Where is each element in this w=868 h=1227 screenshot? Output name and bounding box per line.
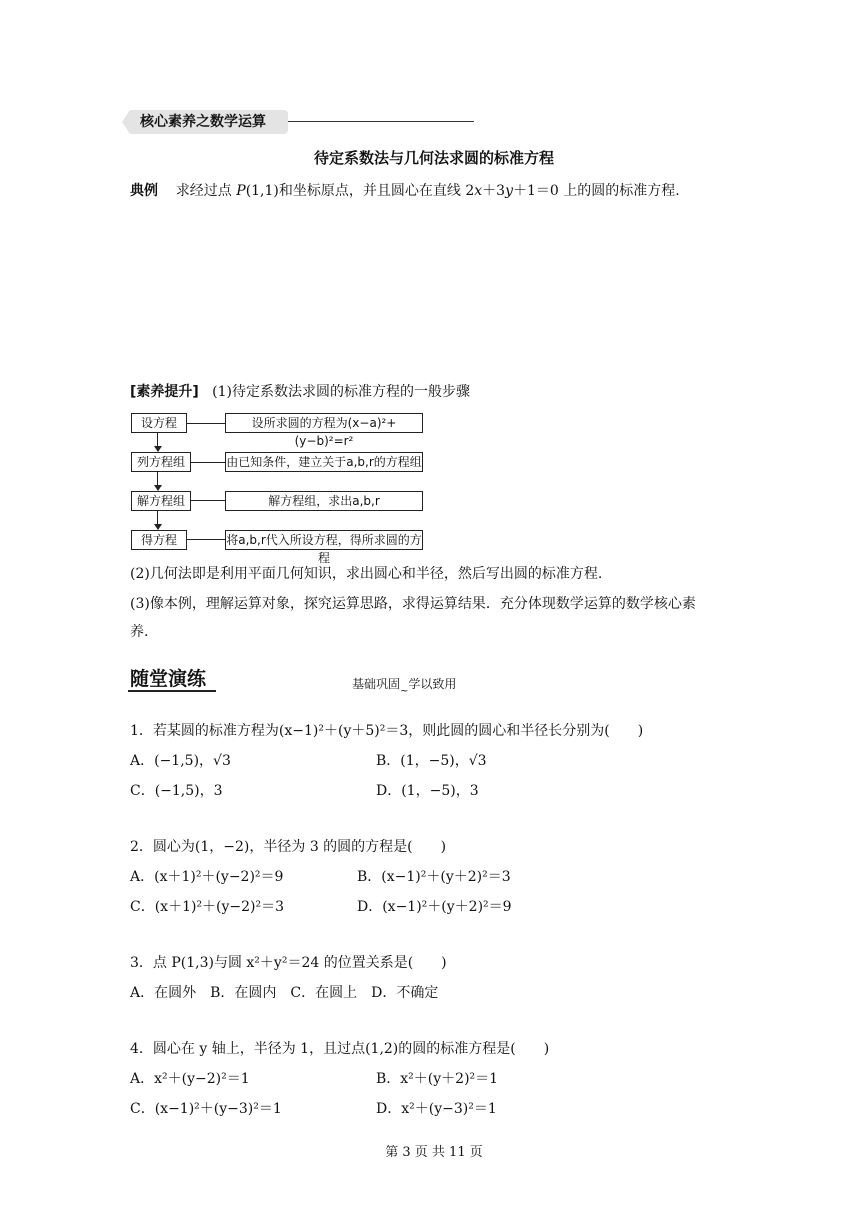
page-title: 待定系数法与几何法求圆的标准方程	[313, 149, 554, 167]
question-1-option-c: C．(−1,5)，3	[130, 783, 223, 799]
question-3-options: A．在圆外 B．在圆内 C．在圆上 D．不确定	[130, 985, 439, 1001]
question-4-stem: 4．圆心在 y 轴上，半径为 1，且过点(1,2)的圆的标准方程是( )	[130, 1041, 550, 1057]
flow-step-4: 得方程	[131, 530, 187, 550]
flow-step-2: 列方程组	[131, 452, 191, 472]
section-banner	[128, 110, 288, 134]
example-var-x: x	[474, 183, 483, 199]
question-2-option-b: B．(x−1)²＋(y＋2)²＝3	[357, 869, 511, 885]
flow-desc-3: 解方程组，求出a,b,r	[225, 491, 423, 511]
subtitle-b: 学以致用	[408, 677, 457, 691]
question-2-option-d: D．(x−1)²＋(y＋2)²＝9	[357, 899, 512, 915]
section-underline	[128, 690, 216, 692]
flow-connector	[186, 539, 225, 540]
flow-arrow	[157, 472, 158, 490]
question-1-option-b: B．(1，−5)，√3	[376, 753, 487, 769]
section-subtitle	[352, 675, 457, 697]
flow-step-3: 解方程组	[131, 491, 191, 511]
question-4-option-c: C．(x−1)²＋(y−3)²＝1	[130, 1101, 282, 1117]
banner-label: 核心素养之数学运算	[140, 114, 266, 130]
flow-desc-2: 由已知条件，建立关于a,b,r的方程组	[225, 452, 423, 472]
flow-arrow	[157, 511, 158, 529]
suyang-step1: (1)待定系数法求圆的标准方程的一般步骤	[212, 384, 470, 400]
banner-divider	[288, 121, 474, 122]
tilde-glyph: ~	[400, 686, 409, 697]
example-text-post: ＋1＝0 上的圆的标准方程.	[513, 183, 680, 199]
question-4-option-d: D．x²＋(y−3)²＝1	[376, 1101, 497, 1117]
question-4-option-a: A．x²＋(y−2)²＝1	[130, 1071, 250, 1087]
question-4-option-b: B．x²＋(y＋2)²＝1	[376, 1071, 499, 1087]
example-text-mid: 和坐标原点，并且圆心在直线 2	[278, 183, 475, 199]
question-1-option-d: D．(1，−5)，3	[376, 783, 479, 799]
example-line	[130, 180, 680, 200]
question-2-stem: 2．圆心为(1，−2)，半径为 3 的圆的方程是( )	[130, 839, 447, 855]
section-title: 随堂演练	[130, 668, 207, 690]
page-footer: 第 3 页 共 11 页	[385, 1145, 483, 1160]
flow-connector	[190, 500, 225, 501]
point-3b: 养.	[130, 624, 149, 640]
flow-arrow	[157, 433, 158, 451]
flow-desc-1: 设所求圆的方程为(x−a)²+(y−b)²=r²	[225, 413, 423, 433]
suyang-label: [素养提升]	[130, 384, 199, 400]
flow-step-1: 设方程	[131, 413, 187, 433]
point-2: (2)几何法即是利用平面几何知识，求出圆心和半径，然后写出圆的标准方程.	[130, 566, 603, 582]
example-plus3: ＋3	[482, 183, 506, 199]
flow-desc-4: 将a,b,r代入所设方程，得所求圆的方程	[225, 530, 423, 550]
question-2-option-a: A．(x＋1)²＋(y−2)²＝9	[130, 869, 284, 885]
flow-connector	[186, 423, 225, 424]
flow-connector	[190, 462, 225, 463]
example-point-name: P	[236, 183, 246, 199]
question-1-stem: 1．若某圆的标准方程为(x−1)²＋(y＋5)²＝3，则此圆的圆心和半径长分别为( )	[130, 723, 644, 739]
point-3a: (3)像本例，理解运算对象，探究运算思路，求得运算结果．充分体现数学运算的数学核心素	[130, 596, 696, 612]
example-point: (1,1)	[245, 183, 279, 199]
question-1-option-a: A．(−1,5)，√3	[130, 753, 231, 769]
question-2-option-c: C．(x＋1)²＋(y−2)²＝3	[130, 899, 285, 915]
subtitle-a: 基础巩固	[352, 677, 401, 691]
example-label: 典例	[130, 183, 158, 199]
question-3-stem: 3．点 P(1,3)与圆 x²＋y²＝24 的位置关系是( )	[130, 955, 447, 971]
example-var-y: y	[505, 183, 513, 199]
example-text-pre: 求经过点	[175, 183, 237, 199]
suyang-line	[130, 381, 470, 401]
